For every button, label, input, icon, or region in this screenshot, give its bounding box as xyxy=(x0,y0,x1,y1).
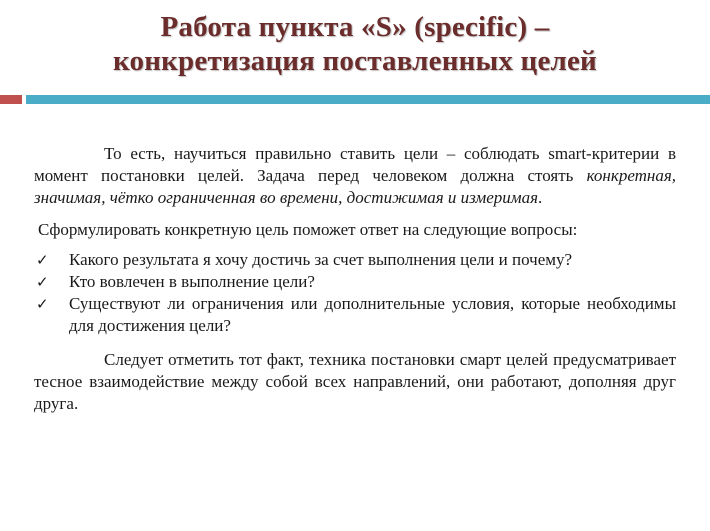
list-item xyxy=(34,249,676,271)
conclusion-paragraph: Следует отметить тот факт, техника постановки смарт целей предусматривает тесное взаимодействие между собой всех направлений, они работают, дополняя друг друга. xyxy=(34,350,676,413)
check-mark-icon: ✓ xyxy=(36,251,49,269)
title-line-1: Работа пункта «S» (specific) – xyxy=(160,11,550,43)
slide-body xyxy=(34,143,676,415)
divider-accent-red xyxy=(0,95,22,104)
list-item xyxy=(34,293,676,337)
list-item xyxy=(34,271,676,293)
intro-italic-criteria: конкретная, значимая, чётко ограниченная во времени, достижимая и измеримая xyxy=(34,166,676,207)
question-text: Существуют ли ограничения или дополнительные условия, которые необходимы для достижения цели? xyxy=(69,294,676,335)
title-line-2: конкретизация поставленных целей xyxy=(113,45,597,77)
intro-text: То есть, научиться правильно ставить цели – соблюдать smart-критерии в момент постановки целей. Задача перед человеком должна стоять xyxy=(34,144,676,185)
intro-paragraph xyxy=(34,143,676,209)
check-mark-icon: ✓ xyxy=(36,273,49,291)
check-mark-icon: ✓ xyxy=(36,295,49,313)
divider-accent-blue xyxy=(26,95,710,104)
question-text: Какого результата я хочу достичь за счет выполнения цели и почему? xyxy=(69,250,573,269)
lead-paragraph: Сформулировать конкретную цель поможет ответ на следующие вопросы: xyxy=(38,220,578,239)
slide-title xyxy=(0,10,710,78)
intro-end: . xyxy=(538,188,543,207)
question-text: Кто вовлечен в выполнение цели? xyxy=(69,272,315,291)
questions-list xyxy=(34,249,676,337)
